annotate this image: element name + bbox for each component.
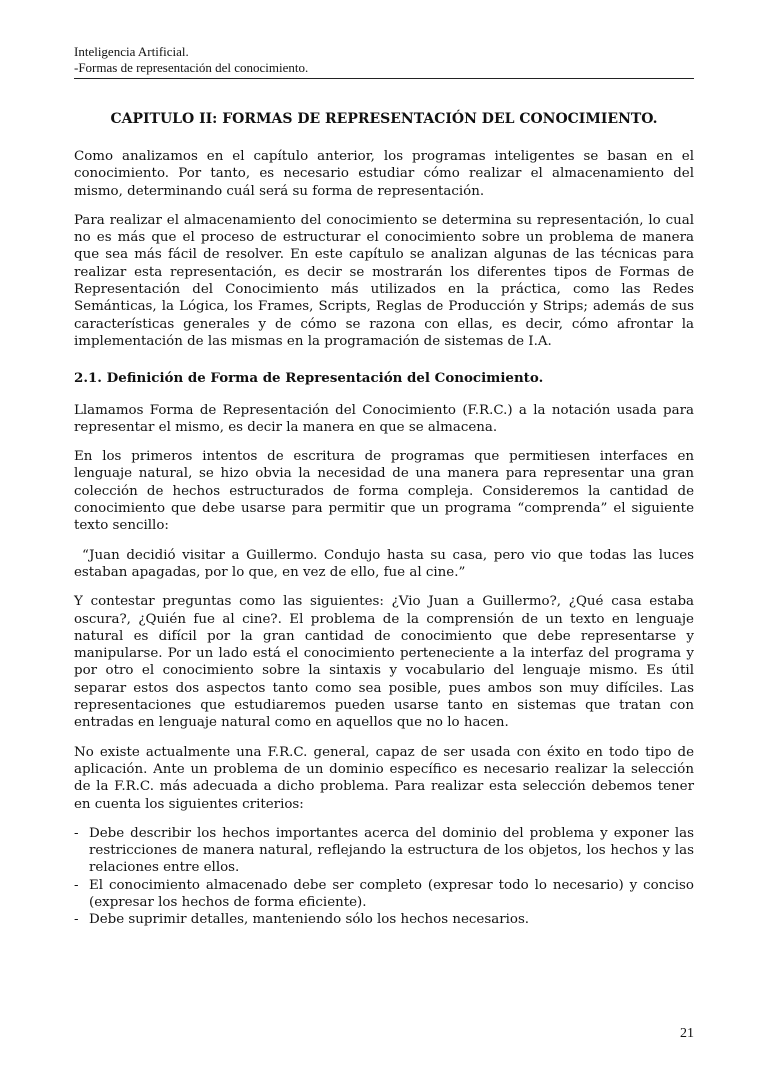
quote-example: “Juan decidió visitar a Guillermo. Condujo hasta su casa, pero vio que todas las luces estaban apagadas, por lo que, en vez de ello, fue al cine.” xyxy=(74,547,694,580)
criterion-text: Debe suprimir detalles, manteniendo sólo los hechos necesarios. xyxy=(89,912,530,928)
criteria-list xyxy=(74,825,694,929)
list-dash: - xyxy=(74,912,79,928)
running-header xyxy=(74,44,694,79)
paragraph-intro: Como analizamos en el capítulo anterior, los programas inteligentes se basan en el conocimiento. Por tanto, es necesario estudiar cómo realizar el almacenamiento del mismo, determinando cuál será su forma de representación. xyxy=(74,149,694,199)
header-line-2: -Formas de representación del conocimiento. xyxy=(74,60,309,75)
criterion-text: Debe describir los hechos importantes acerca del dominio del problema y exponer las restricciones de manera natural, reflejando la estructura de los objetos, los hechos y las relaciones entre ellos. xyxy=(89,825,694,876)
paragraph-selection: No existe actualmente una F.R.C. general, capaz de ser usada con éxito en todo tipo de aplicación. Ante un problema de un dominio específico es necesario realizar la selección de la F.R.C. más adecuada a dicho problema. Para realizar esta selección debemos tener en cuenta los siguientes criterios: xyxy=(74,744,694,812)
list-item xyxy=(74,825,694,877)
section-title: 2.1. Definición de Forma de Representación del Conocimiento. xyxy=(74,370,544,387)
list-item xyxy=(74,877,694,912)
criterion-text: El conocimiento almacenado debe ser completo (expresar todo lo necesario) y conciso (expresar los hechos de forma eficiente). xyxy=(89,877,694,910)
page-number: 21 xyxy=(680,1026,694,1041)
list-dash: - xyxy=(74,877,79,893)
paragraph-natural-language: En los primeros intentos de escritura de programas que permitiesen interfaces en lenguaje natural, se hizo obvia la necesidad de una manera para representar una gran colección de hechos estructurados de forma compleja. Consideremos la cantidad de conocimiento que debe usarse para permitir que un programa “comprenda” el siguiente texto sencillo: xyxy=(74,449,694,534)
list-item xyxy=(74,911,694,928)
header-line-1: Inteligencia Artificial. xyxy=(74,44,189,59)
paragraph-storage: Para realizar el almacenamiento del conocimiento se determina su representación, lo cual no es más que el proceso de estructurar el conocimiento sobre un problema de manera que sea más fácil de resolver. En este capítulo se analizan algunas de las técnicas para realizar esta representación, es decir se mostrarán los diferentes tipos de Formas de Representación del Conocimiento más utilizados en la práctica, como las Redes Semánticas, la Lógica, los Frames, Scripts, Reglas de Producción y Strips; además de sus características generales y de cómo se razona con ellas, es decir, cómo afrontar la implementación de las mismas en la programación de sistemas de I.A. xyxy=(74,212,694,349)
chapter-title: CAPITULO II: FORMAS DE REPRESENTACIÓN DEL CONOCIMIENTO. xyxy=(110,111,658,127)
paragraph-questions: Y contestar preguntas como las siguientes: ¿Vio Juan a Guillermo?, ¿Qué casa estaba oscura?, ¿Quién fue al cine?. El problema de la comprensión de un texto en lenguaje natural es difícil por la gran cantidad de conocimiento que debe representarse y manipularse. Por un lado está el conocimiento perteneciente a la interfaz del programa y por otro el conocimiento sobre la sintaxis y vocabulario del lenguaje mismo. Es útil separar estos dos aspectos tanto como sea posible, pues ambos son muy difíciles. Las representaciones que estudiaremos pueden usarse tanto en sistemas que tratan con entradas en lenguaje natural como en aquellos que no lo hacen. xyxy=(74,594,694,731)
body-text xyxy=(74,148,694,929)
list-dash: - xyxy=(74,825,79,841)
paragraph-definition: Llamamos Forma de Representación del Conocimiento (F.R.C.) a la notación usada para representar el mismo, es decir la manera en que se almacena. xyxy=(74,402,694,435)
